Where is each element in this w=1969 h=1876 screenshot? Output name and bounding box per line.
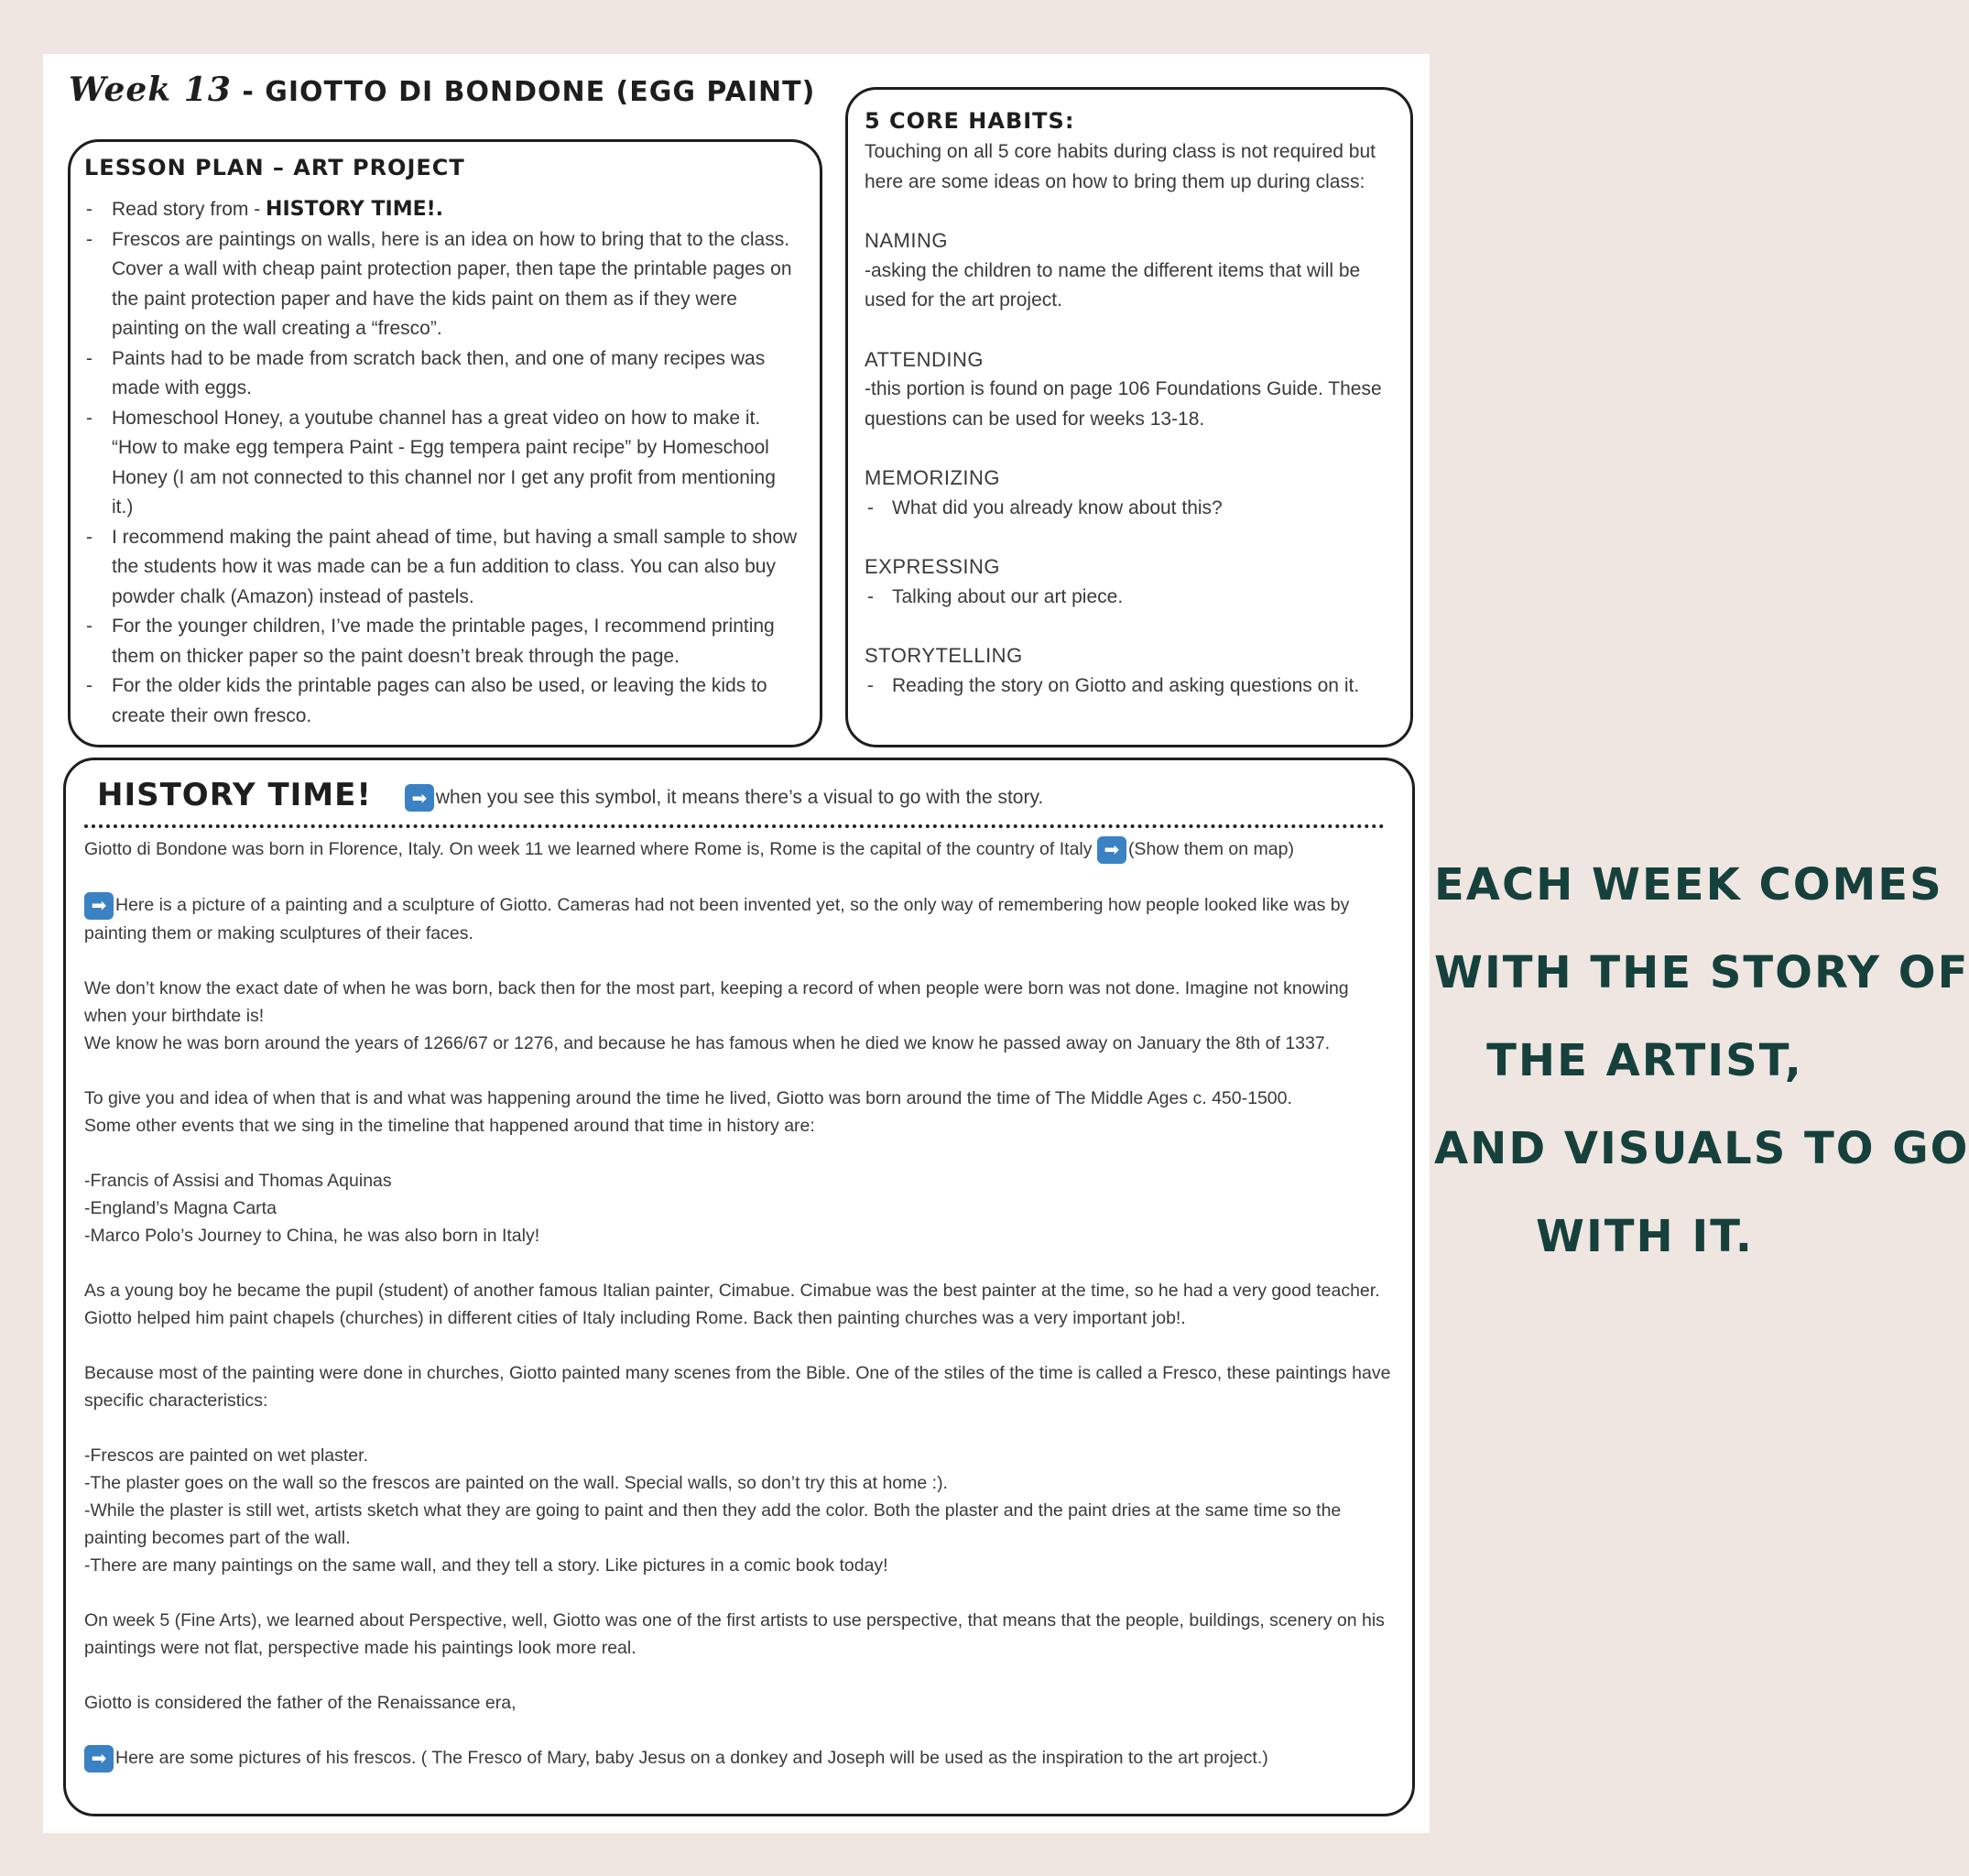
page-title-script: Week 13 (69, 71, 232, 109)
page-title-rest: - GIOTTO DI BONDONE (EGG PAINT) (231, 76, 816, 108)
arrow-right-icon: ➡ (84, 892, 114, 920)
story-paragraph: Because most of the painting were done in churches, Giotto painted many scenes from the Bible. One of the stiles of the time is called a Fresco, these paintings have specific characteristics: (84, 1362, 1391, 1411)
list-item: -Francis of Assisi and Thomas Aquinas (84, 1170, 392, 1191)
promo-line: THE ARTIST, (1486, 1035, 1803, 1086)
habit-storytelling-title: STORYTELLING (865, 644, 1023, 667)
list-item: -Marco Polo’s Journey to China, he was also born in Italy! (84, 1225, 540, 1246)
lesson-item-prefix: Read story from - (112, 199, 267, 220)
story-paragraph: Some other events that we sing in the timeline that happened around that time in history are: (84, 1115, 815, 1136)
list-item: - Frescos are paintings on walls, here is an idea on how to bring that to the class. Cover a wall with cheap paint protection paper, then tape the printable pages on the paint protection paper and have the kids paint on them as if they were painting on the wall creating a “fresco”. (84, 225, 801, 344)
story-text: Giotto di Bondone was born in Florence, Italy. On week 11 we learned where Rome is, Rome is the capital of the country of Italy (84, 839, 1093, 859)
visual-symbol-note (405, 784, 1043, 812)
worksheet-page (43, 54, 1430, 1833)
story-paragraph: To give you and idea of when that is and what was happening around the time he lived, Giotto was born around the time of The Middle Ages c. 450-1500. (84, 1087, 1292, 1108)
history-story (84, 835, 1396, 1772)
list-item: -There are many paintings on the same wall, and they tell a story. Like pictures in a comic book today! (84, 1554, 888, 1576)
list-item: - Paints had to be made from scratch back then, and one of many recipes was made with eggs. (84, 344, 801, 404)
list-item: - Homeschool Honey, a youtube channel has a great video on how to make it. “How to make egg tempera Paint - Egg tempera paint recipe” by Homeschool Honey (I am not connected to this channel nor I get any profit from mentioning it.) (84, 404, 801, 523)
list-item: - For the younger children, I’ve made the printable pages, I recommend printing them on thicker paper so the paint doesn’t break through the page. (84, 612, 801, 671)
promo-line: WITH THE STORY OF (1434, 947, 1969, 998)
history-header (84, 777, 1396, 813)
lesson-plan-box (68, 139, 822, 747)
lesson-plan-title: LESSON PLAN – ART PROJECT (84, 155, 465, 180)
page-title (69, 71, 815, 109)
history-time-box (63, 758, 1415, 1816)
list-item: - I recommend making the paint ahead of time, but having a small sample to show the students how it was made can be a fun addition to class. You can also buy powder chalk (Amazon) instead of pastels. (84, 523, 801, 613)
list-item: -England’s Magna Carta (84, 1197, 277, 1218)
lesson-item-bold: HISTORY TIME!. (266, 198, 444, 221)
habit-expressing-title: EXPRESSING (865, 555, 1001, 578)
story-paragraph: We don’t know the exact date of when he was born, back then for the most part, keeping a record of when people were born was not done. Imagine not knowing when your birthdate is! (84, 977, 1349, 1026)
story-paragraph (84, 835, 1396, 864)
arrow-right-icon: ➡ (405, 784, 434, 812)
habit-attending-title: ATTENDING (865, 347, 984, 371)
arrow-right-icon: ➡ (84, 1745, 114, 1772)
story-text: (Show them on map) (1127, 839, 1294, 859)
habit-memorizing-title: MEMORIZING (865, 466, 1000, 489)
promo-line: EACH WEEK COMES (1434, 859, 1943, 911)
list-item (84, 195, 801, 225)
visual-symbol-note-text: when you see this symbol, it means there’s a visual to go with the story. (435, 787, 1044, 808)
story-paragraph: As a young boy he became the pupil (student) of another famous Italian painter, Cimabue. Cimabue was the best painter at the time, so he had a very good teacher. Giotto helped him paint chapels (churches) in different cities of Italy including Rome. Back then painting churches was a very important job!. (84, 1280, 1380, 1328)
promo-line: AND VISUALS TO GO (1434, 1123, 1969, 1174)
list-item: -Frescos are painted on wet plaster. (84, 1445, 368, 1466)
story-paragraph: On week 5 (Fine Arts), we learned about Perspective, well, Giotto was one of the first artists to use perspective, that means that the people, buildings, scenery on his paintings were not flat, perspective made his paintings look more real. (84, 1609, 1385, 1658)
story-paragraph: Giotto is considered the father of the Renaissance era, (84, 1692, 517, 1713)
habit-storytelling-text: - Reading the story on Giotto and asking questions on it. (865, 671, 1394, 702)
promo-line: WITH IT. (1536, 1211, 1754, 1262)
habit-naming-title: NAMING (865, 229, 948, 252)
core-habits-intro: Touching on all 5 core habits during class is not required but here are some ideas on how to bring them up during class: (865, 141, 1376, 192)
story-paragraph (84, 1744, 1396, 1772)
list-item: - For the older kids the printable pages can also be used, or leaving the kids to create their own fresco. (84, 671, 801, 731)
core-habits-box (845, 87, 1413, 747)
habit-memorizing-text: - What did you already know about this? (865, 494, 1394, 524)
story-paragraph (84, 891, 1396, 947)
arrow-right-icon: ➡ (1097, 836, 1126, 864)
list-item: -While the plaster is still wet, artists sketch what they are going to paint and then they add the color. Both the plaster and the paint dries at the same time so the painting becomes part of the wall. (84, 1500, 1342, 1548)
core-habits-title: 5 CORE HABITS: (865, 108, 1075, 134)
habit-expressing-text: - Talking about our art piece. (865, 583, 1394, 613)
story-text: Here are some pictures of his frescos. ( The Fresco of Mary, baby Jesus on a donkey and Joseph will be used as the inspiration to the art project.) (115, 1747, 1268, 1768)
habit-attending-text: -this portion is found on page 106 Foundations Guide. These questions can be used for weeks 13-18. (865, 378, 1382, 430)
lesson-plan-list (84, 195, 801, 731)
list-item: -The plaster goes on the wall so the frescos are painted on the wall. Special walls, so don’t try this at home :). (84, 1472, 948, 1493)
habit-naming-text: -asking the children to name the different items that will be used for the art project. (865, 259, 1361, 311)
promo-caption (1434, 841, 1969, 1281)
history-title: HISTORY TIME! (97, 777, 372, 813)
story-text: Here is a picture of a painting and a sculpture of Giotto. Cameras had not been invented yet, so the only way of remembering how people looked like was by painting them or making sculptures of their faces. (84, 894, 1350, 943)
dotted-divider (84, 824, 1385, 828)
story-paragraph: We know he was born around the years of 1266/67 or 1276, and because he has famous when he died we know he passed away on January the 8th of 1337. (84, 1032, 1331, 1053)
